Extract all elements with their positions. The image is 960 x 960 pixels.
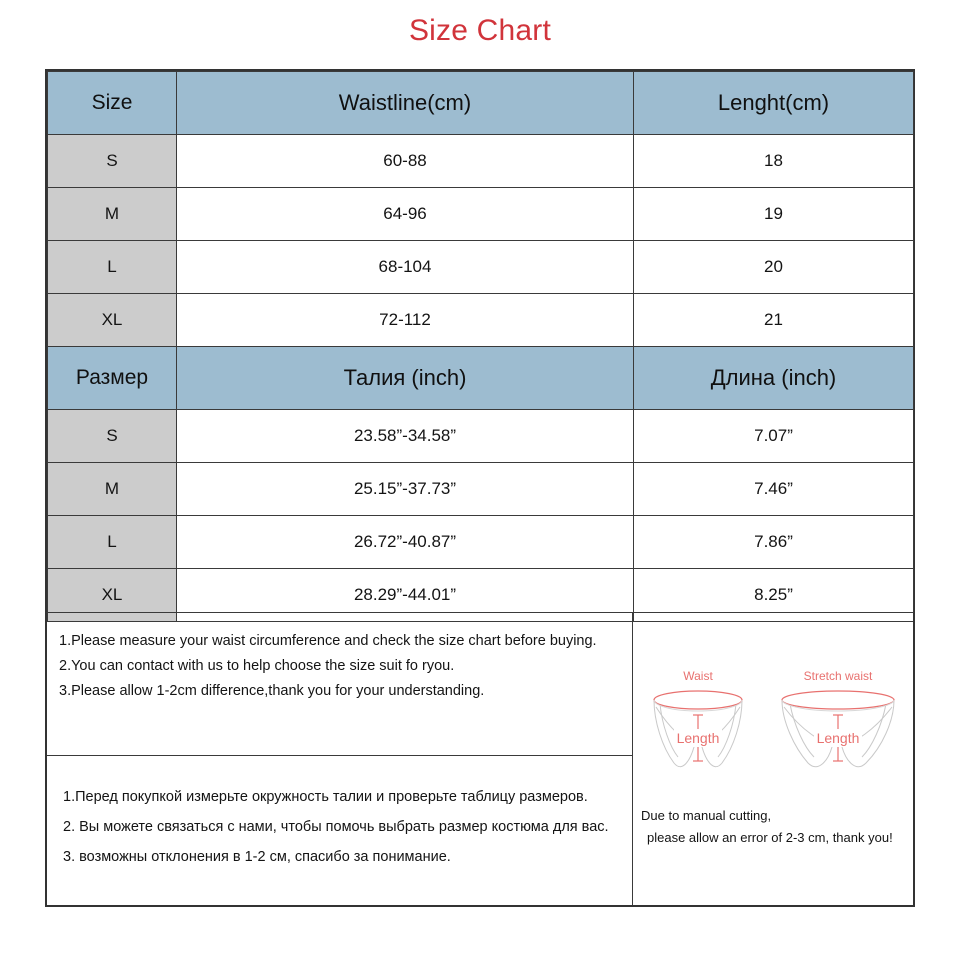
stretch-waist-diagram <box>776 669 900 771</box>
diagram-row <box>633 669 913 784</box>
inch-length-s: 7.07” <box>634 410 914 463</box>
waist-diagram <box>646 669 750 771</box>
inch-length-l: 7.86” <box>634 516 914 569</box>
cm-size-m: M <box>48 188 177 241</box>
cm-waist-s: 60-88 <box>177 135 634 188</box>
measurement-diagram-panel <box>633 613 913 905</box>
inch-waist-m: 25.15”-37.73” <box>177 463 634 516</box>
ru-note-3: 3. возможны отклонения в 1-2 см, спасибо за понимание. <box>63 848 451 865</box>
cm-size-s: S <box>48 135 177 188</box>
russian-notes-block <box>47 756 632 906</box>
cutting-note-line-1: Due to manual cutting, <box>641 808 772 823</box>
inch-waist-l: 26.72”-40.87” <box>177 516 634 569</box>
cutting-note-line-2: please allow an error of 2-3 cm, thank you! <box>647 830 893 845</box>
stretch-waist-diagram-length-label: Length <box>816 730 860 746</box>
table-row <box>48 463 914 516</box>
inch-size-m: M <box>48 463 177 516</box>
cm-waist-l: 68-104 <box>177 241 634 294</box>
table-row <box>48 188 914 241</box>
en-note-3: 3.Please allow 1-2cm difference,thank you for your understanding. <box>59 683 485 699</box>
cm-waist-m: 64-96 <box>177 188 634 241</box>
inch-size-xl: XL <box>48 569 177 622</box>
cm-header-size: Size <box>48 72 177 135</box>
cutting-note <box>641 805 913 849</box>
inch-header-size: Размер <box>48 347 177 410</box>
size-chart-table <box>47 71 914 622</box>
inch-header-row <box>48 347 914 410</box>
cm-length-s: 18 <box>634 135 914 188</box>
table-row <box>48 241 914 294</box>
stretch-waist-diagram-label: Stretch waist <box>803 669 873 683</box>
notes-section <box>45 612 915 907</box>
cm-size-xl: XL <box>48 294 177 347</box>
cm-header-length: Lenght(cm) <box>634 72 914 135</box>
brief-garment-stretched-icon <box>776 685 900 771</box>
brief-garment-icon <box>646 685 750 771</box>
en-note-1: 1.Please measure your waist circumference and check the size chart before buying. <box>59 633 597 649</box>
waist-diagram-length-label: Length <box>676 730 720 746</box>
en-note-2: 2.You can contact with us to help choose the size suit fo ryou. <box>59 658 455 674</box>
table-row <box>48 294 914 347</box>
cm-size-l: L <box>48 241 177 294</box>
ru-note-1: 1.Перед покупкой измерьте окружность талии и проверьте таблицу размеров. <box>63 788 588 805</box>
cm-length-m: 19 <box>634 188 914 241</box>
cm-length-l: 20 <box>634 241 914 294</box>
inch-length-xl: 8.25” <box>634 569 914 622</box>
inch-length-m: 7.46” <box>634 463 914 516</box>
table-row <box>48 410 914 463</box>
english-notes-block <box>47 613 632 756</box>
table-row <box>48 135 914 188</box>
inch-header-length: Длина (inch) <box>634 347 914 410</box>
waist-diagram-label: Waist <box>683 669 713 683</box>
inch-waist-s: 23.58”-34.58” <box>177 410 634 463</box>
cm-length-xl: 21 <box>634 294 914 347</box>
cm-header-waistline: Waistline(cm) <box>177 72 634 135</box>
ru-note-2: 2. Вы можете связаться с нами, чтобы помочь выбрать размер костюма для вас. <box>63 818 609 835</box>
notes-column <box>47 613 633 905</box>
cm-header-row <box>48 72 914 135</box>
cm-waist-xl: 72-112 <box>177 294 634 347</box>
inch-size-s: S <box>48 410 177 463</box>
inch-size-l: L <box>48 516 177 569</box>
page-title: Size Chart <box>408 14 552 47</box>
inch-header-waistline: Талия (inch) <box>177 347 634 410</box>
inch-waist-xl: 28.29”-44.01” <box>177 569 634 622</box>
table-row <box>48 516 914 569</box>
